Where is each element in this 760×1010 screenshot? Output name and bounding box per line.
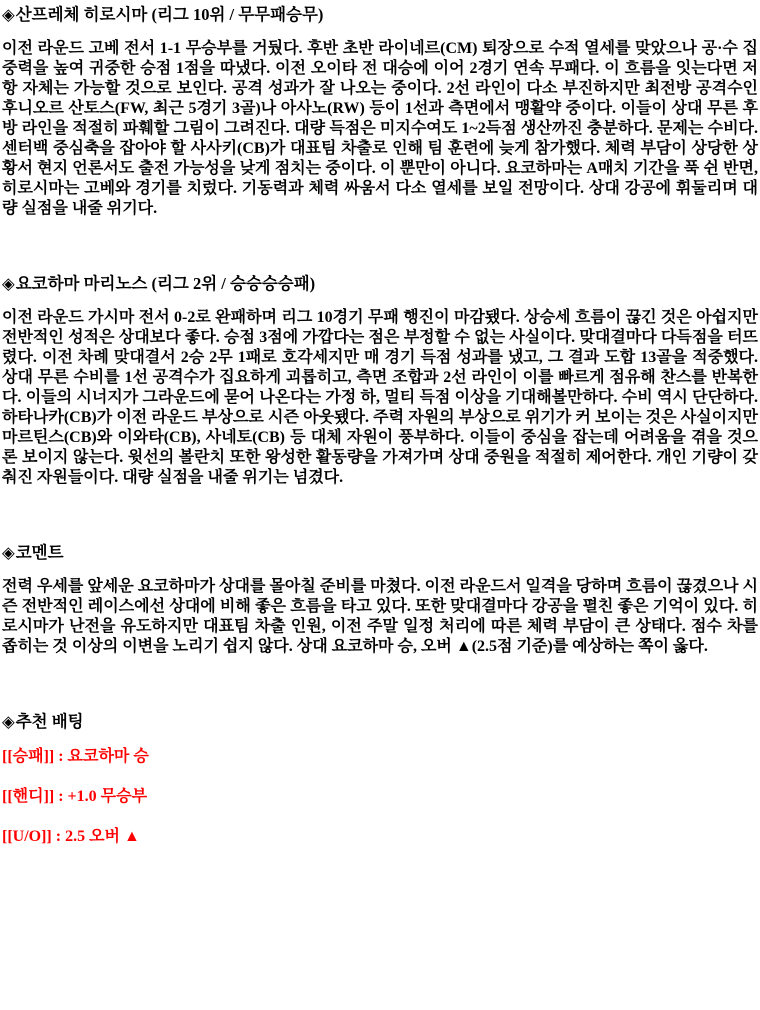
section-title-betting (2, 712, 758, 732)
diamond-bullet-icon: ◈ (2, 712, 15, 731)
section-title-text-hiroshima: 산프레체 히로시마 (리그 10위 / 무무패승무) (15, 5, 324, 24)
section-yokohama (2, 274, 758, 488)
section-title-text-yokohama: 요코하마 마리노스 (리그 2위 / 승승승승패) (15, 274, 316, 293)
diamond-bullet-icon: ◈ (2, 274, 15, 293)
diamond-bullet-icon: ◈ (2, 5, 15, 24)
section-title-text-comment: 코멘트 (15, 543, 64, 562)
yokohama-analysis-paragraph: 이전 라운드 가시마 전서 0-2로 완패하며 리그 10경기 무패 행진이 마감됐다. 상승세 흐름이 끊긴 것은 아쉽지만 전반적인 성적은 상대보다 좋다. 승점 3점에 가깝다는 점은 부정할 수 없는 사실이다. 맞대결마다 다득점을 터뜨렸다. 이전 차례 맞대결서 2승 2무 1패로 호각세지만 매 경기 득점 성과를 냈고, 그 결과 도합 13골을 적중했다. 상대 무른 수비를 1선 공격수가 집요하게 괴롭히고, 측면 조합과 2선 라인이 이를 빠르게 점유해 찬스를 반복한다. 이들의 시너지가 그라운드에 묻어 나온다는 가정 하, 멀티 득점 이상을 기대해볼만하다. 수비 역시 단단하다. 하타나카(CB)가 이전 라운드 부상으로 시즌 아웃됐다. 주력 자원의 부상으로 위기가 커 보이는 것은 사실이지만 마르틴스(CB)와 이와타(CB), 사네토(CB) 등 대체 자원이 풍부하다. 이들이 중심을 잡는데 어려움을 겪을 것으론 보이지 않는다. 윗선의 볼란치 또한 왕성한 활동량을 가져가며 상대 중원을 적절히 제어한다. 개인 기량이 갖춰진 자원들이다. 대량 실점을 내줄 위기는 넘겼다. (2, 309, 758, 486)
section-title-text-betting: 추천 배팅 (15, 712, 84, 731)
betting-pick-under-over: [[U/O]] : 2.5 오버 ▲ (2, 828, 140, 845)
betting-pick-win-lose: [[승패]] : 요코하마 승 (2, 748, 149, 765)
betting-pick-handicap: [[핸디]] : +1.0 무승부 (2, 788, 148, 805)
hiroshima-analysis-paragraph: 이전 라운드 고베 전서 1-1 무승부를 거뒀다. 후반 초반 라이네르(CM) 퇴장으로 수적 열세를 맞았으나 공·수 집중력을 높여 귀중한 승점 1점을 따냈다. 이전 오이타 전 대승에 이어 2경기 연속 무패다. 이 흐름을 잇는다면 저항 자체는 가능할 것으로 보인다. 공격 성과가 잘 나오는 중이다. 2선 라인이 다소 부진하지만 최전방 공격수인 후니오르 산토스(FW, 최근 5경기 3골)나 아사노(RW) 등이 1선과 측면에서 맹활약 중이다. 이들이 상대 무른 후방 라인을 적절히 파훼할 그림이 그려진다. 대량 득점은 미지수여도 1~2득점 생산까진 충분하다. 문제는 수비다. 센터백 중심축을 잡아야 할 사사키(CB)가 대표팀 차출로 인해 팀 훈련에 늦게 참가했다. 체력 부담이 상당한 상황서 현지 언론서도 출전 가능성을 낮게 점치는 중이다. 이 뿐만이 아니다. 요코하마는 A매치 기간을 푹 쉰 반면, 히로시마는 고베와 경기를 치렀다. 기동력과 체력 싸움서 다소 열세를 보일 전망이다. 상대 강공에 휘둘리며 대량 실점을 내줄 위기다. (2, 40, 758, 217)
comment-paragraph: 전력 우세를 앞세운 요코하마가 상대를 몰아칠 준비를 마쳤다. 이전 라운드서 일격을 당하며 흐름이 끊겼으나 시즌 전반적인 레이스에선 상대에 비해 좋은 흐름을 타고 있다. 또한 맞대결마다 강공을 펼친 좋은 기억이 있다. 히로시마가 난전을 유도하지만 대표팀 차출 인원, 이전 주말 일정 처리에 따른 체력 부담이 큰 상태다. 점수 차를 좁히는 것 이상의 이변을 노리기 쉽지 않다. 상대 요코하마 승, 오버 ▲(2.5점 기준)를 예상하는 쪽이 옳다. (2, 578, 758, 655)
section-comment (2, 543, 758, 657)
section-title-comment (2, 543, 758, 563)
section-hiroshima (2, 5, 758, 219)
section-title-hiroshima (2, 5, 758, 25)
section-title-yokohama (2, 274, 758, 294)
section-betting (2, 712, 758, 847)
diamond-bullet-icon: ◈ (2, 543, 15, 562)
